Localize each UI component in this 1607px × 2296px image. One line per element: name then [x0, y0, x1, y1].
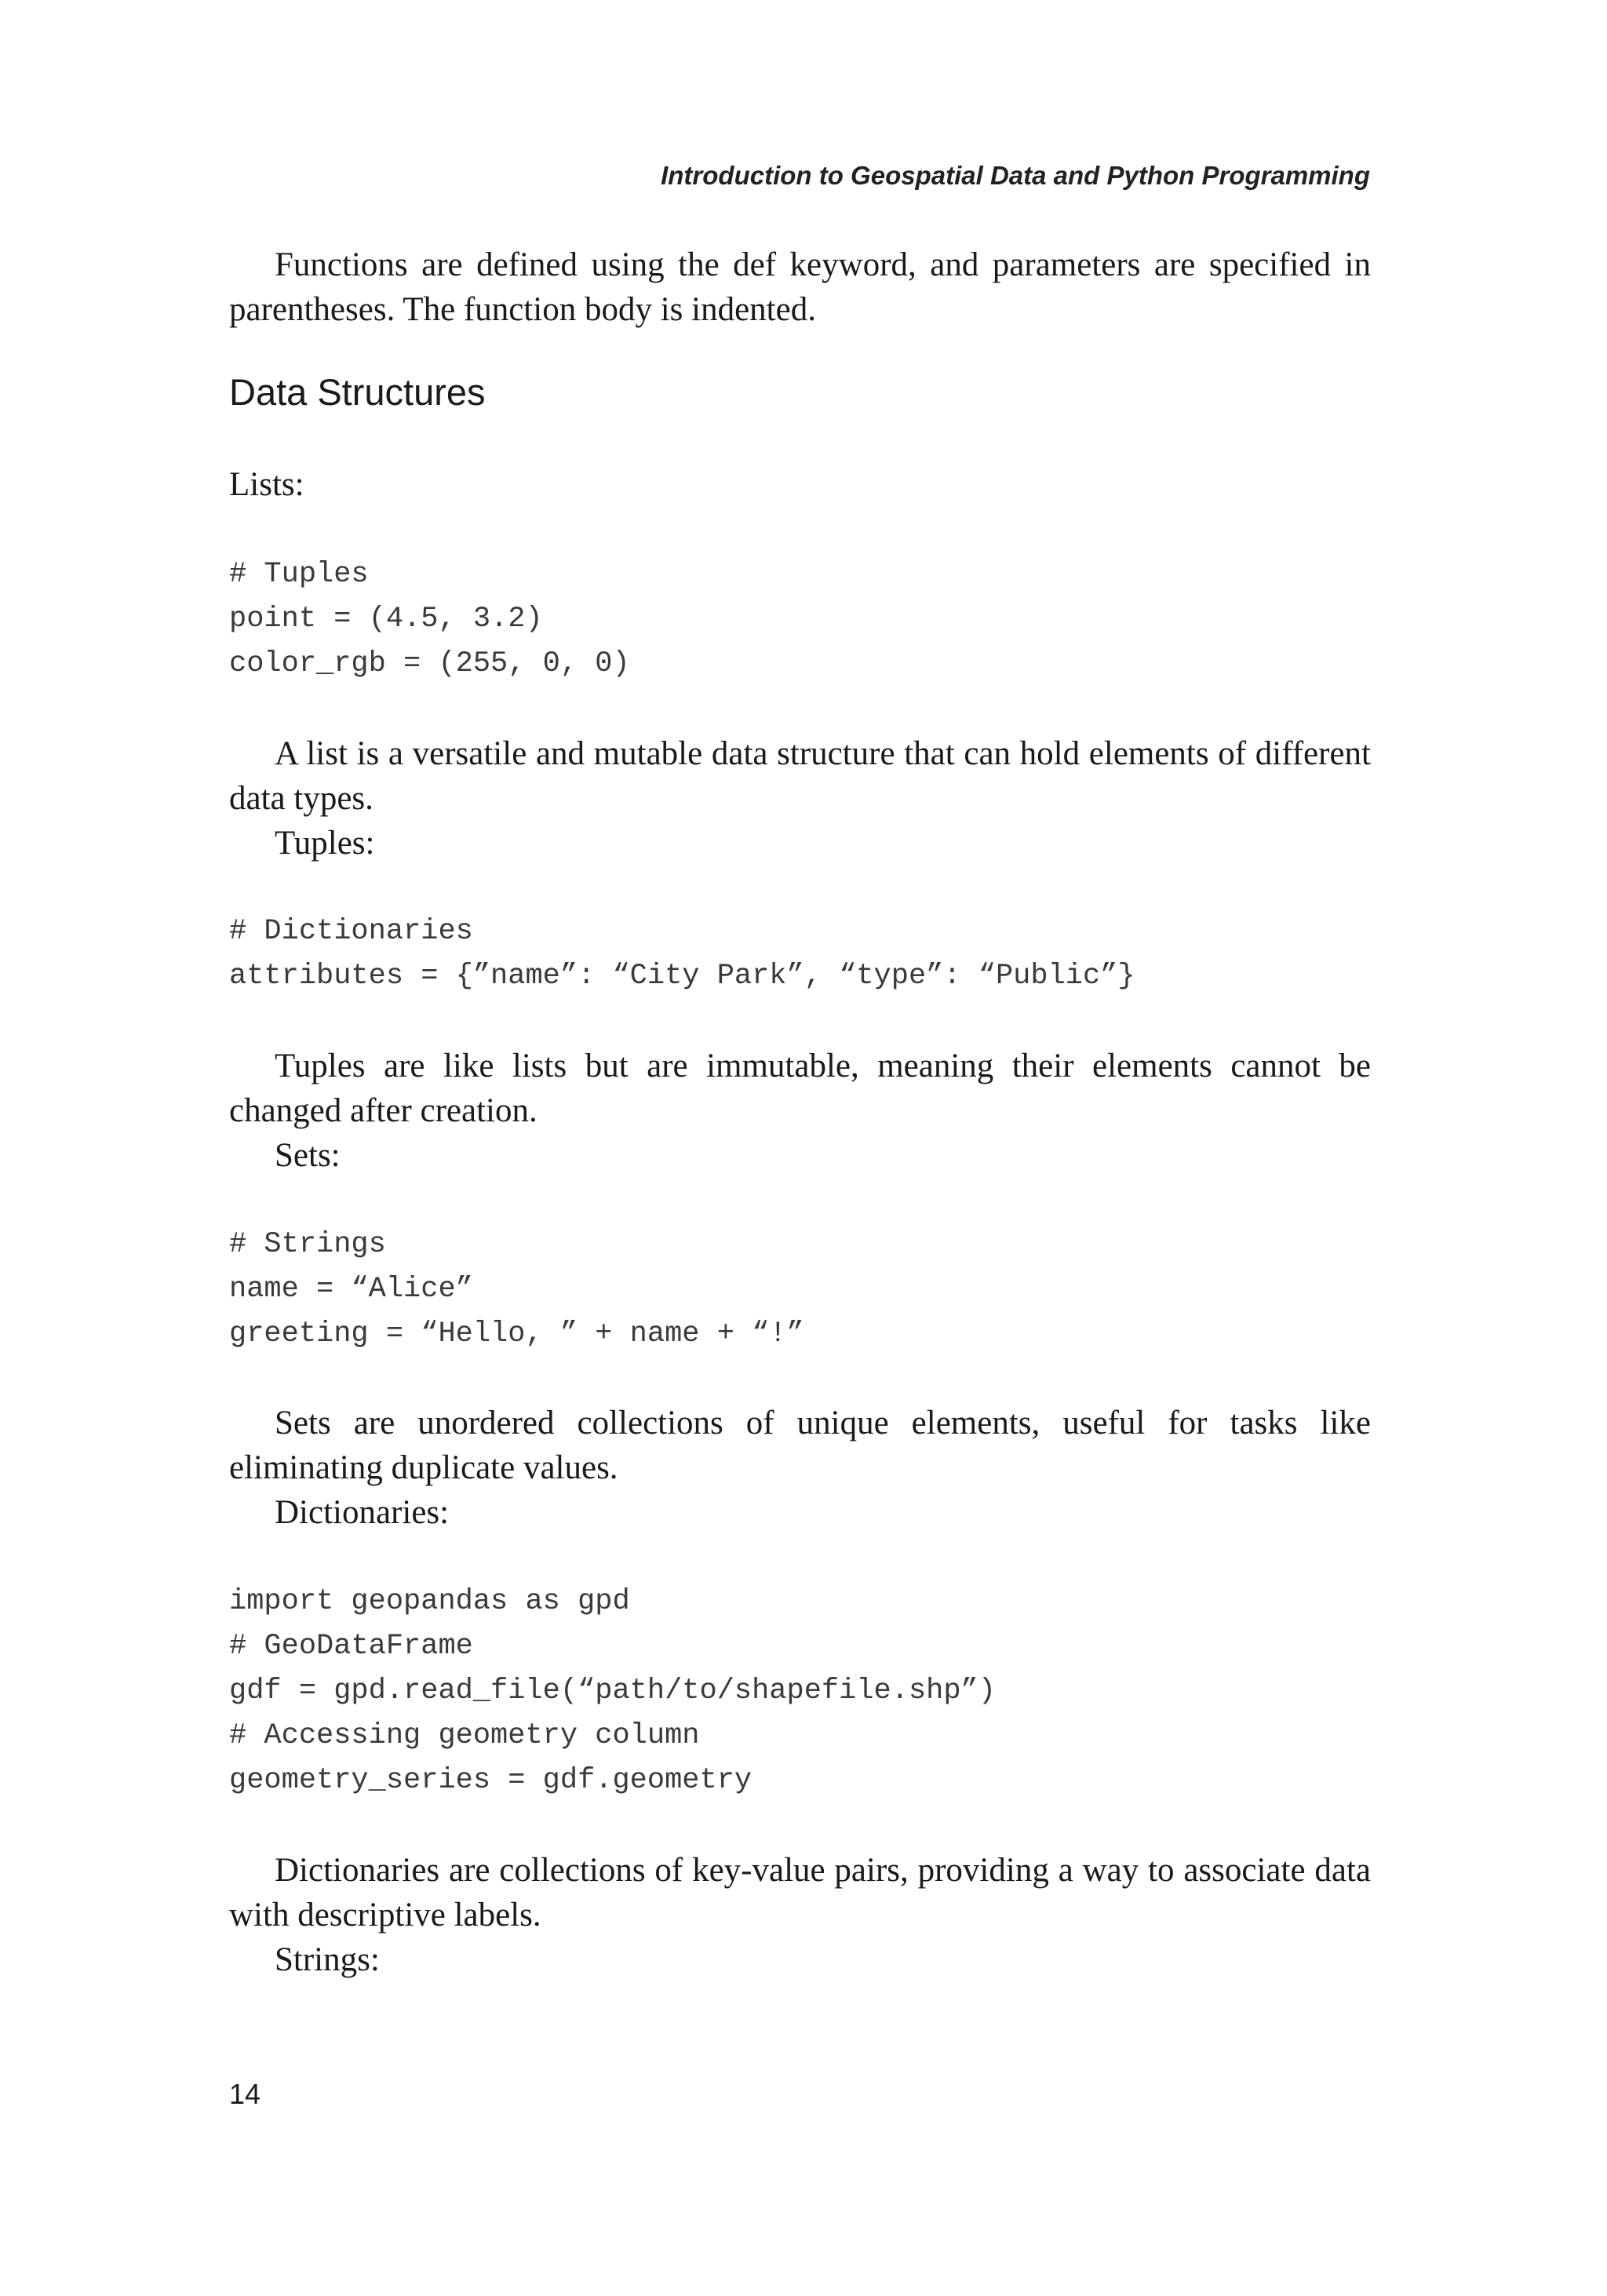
- sets-label: Sets:: [275, 1137, 341, 1174]
- dictionaries-description-paragraph: Dictionaries are collections of key-value pairs, providing a way to associate data with descriptive labels.: [229, 1852, 1371, 1933]
- code-line: import geopandas as gpd: [229, 1585, 630, 1618]
- tuples-description-paragraph: Tuples are like lists but are immutable, meaning their elements cannot be changed after creation.: [229, 1048, 1371, 1129]
- code-line: # Dictionaries: [229, 915, 473, 948]
- code-line: # GeoDataFrame: [229, 1630, 473, 1663]
- code-line: # Accessing geometry column: [229, 1719, 700, 1752]
- code-line: # Strings: [229, 1228, 386, 1261]
- code-line: point = (4.5, 3.2): [229, 603, 543, 636]
- code-line: gdf = gpd.read_file(“path/to/shapefile.shp”): [229, 1675, 996, 1707]
- code-line: geometry_series = gdf.geometry: [229, 1764, 752, 1797]
- tuples-label: Tuples:: [275, 825, 375, 862]
- dictionaries-label: Dictionaries:: [275, 1494, 450, 1531]
- code-line: attributes = {”name”: “City Park”, “type”: “Public”}: [229, 960, 1135, 993]
- code-line: greeting = “Hello, ” + name + “!”: [229, 1317, 804, 1350]
- sets-description-paragraph: Sets are unordered collections of unique elements, useful for tasks like eliminating duplicate values.: [229, 1405, 1371, 1486]
- running-header: Introduction to Geospatial Data and Python Programming: [661, 161, 1370, 190]
- code-line: # Tuples: [229, 558, 369, 591]
- list-description-paragraph: A list is a versatile and mutable data structure that can hold elements of different data types.: [229, 735, 1371, 817]
- functions-intro-paragraph: Functions are defined using the def keyword, and parameters are specified in parentheses. The function body is indented.: [229, 246, 1371, 328]
- page-number: 14: [229, 2078, 261, 2110]
- section-heading: Data Structures: [229, 371, 486, 413]
- code-line: color_rgb = (255, 0, 0): [229, 647, 630, 680]
- lists-label: Lists:: [229, 466, 304, 503]
- strings-label: Strings:: [275, 1941, 380, 1978]
- code-line: name = “Alice”: [229, 1273, 473, 1306]
